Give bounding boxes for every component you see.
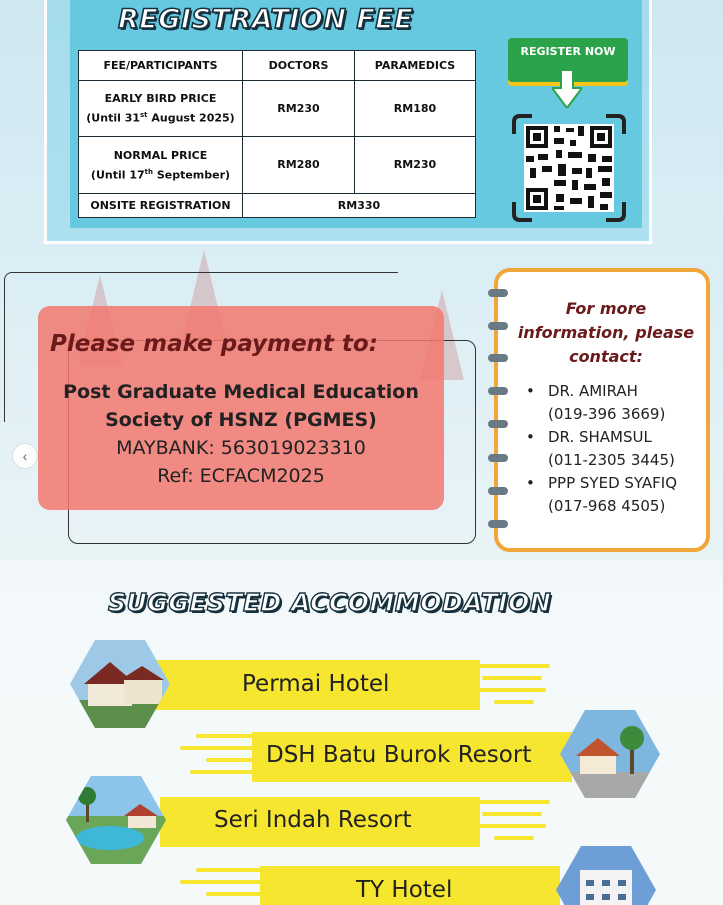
decorative-dash: [196, 734, 272, 738]
decorative-dash: [482, 812, 542, 816]
contact-list: [526, 380, 706, 518]
payment-details: [38, 378, 444, 490]
decorative-dash: [482, 676, 542, 680]
payment-recipient-line1: Post Graduate Medical Education: [63, 381, 419, 403]
decorative-dash: [470, 824, 546, 828]
decorative-dash: [180, 746, 268, 750]
decorative-dash: [494, 836, 534, 840]
hotel-name-seri-indah: Seri Indah Resort: [214, 807, 412, 833]
payment-reference: Ref: ECFACM2025: [157, 465, 325, 487]
registration-title: REGISTRATION FEE: [118, 4, 414, 35]
register-now-button[interactable]: REGISTER NOW: [508, 38, 628, 82]
fee-table: [78, 50, 476, 218]
decorative-dash: [494, 700, 534, 704]
hotel-name-permai: Permai Hotel: [242, 671, 390, 697]
normal-label: NORMAL PRICE (Until 17th September): [79, 137, 243, 193]
onsite-label: ONSITE REGISTRATION: [79, 193, 243, 217]
accommodation-title: SUGGESTED ACCOMMODATION: [108, 588, 552, 617]
early-bird-doctors: RM230: [243, 81, 355, 137]
decorative-dash: [462, 800, 550, 804]
header-fee-participants: FEE/PARTICIPANTS: [79, 51, 243, 81]
payment-recipient-line2: Society of HSNZ (PGMES): [105, 409, 377, 431]
payment-bank-account: MAYBANK: 563019023310: [116, 437, 366, 459]
notepad-ring-icon: [488, 420, 508, 428]
notepad-ring-icon: [488, 354, 508, 362]
contact-phone: (019-396 3669): [548, 405, 666, 423]
notepad-ring-icon: [488, 289, 508, 297]
notepad-ring-icon: [488, 322, 508, 330]
chevron-left-icon: ‹: [22, 448, 28, 464]
decorative-dash: [470, 688, 546, 692]
decorative-dash: [180, 880, 268, 884]
contact-name: • PPP SYED SYAFIQ: [526, 472, 706, 495]
normal-doctors: RM280: [243, 137, 355, 193]
hotel-name-dsh-batu-burok: DSH Batu Burok Resort: [266, 742, 532, 768]
table-row-normal: [79, 137, 476, 193]
decorative-dash: [206, 892, 270, 896]
notepad-ring-icon: [488, 487, 508, 495]
early-bird-paramedics: RM180: [355, 81, 476, 137]
notepad-ring-icon: [488, 454, 508, 462]
table-header-row: [79, 51, 476, 81]
header-paramedics: PARAMEDICS: [355, 51, 476, 81]
notepad-ring-icon: [488, 520, 508, 528]
table-row-onsite: [79, 193, 476, 217]
decorative-dash: [462, 664, 550, 668]
notepad-ring-icon: [488, 387, 508, 395]
arrow-down-icon: [552, 70, 582, 108]
decorative-dash: [190, 770, 270, 774]
payment-heading: Please make payment to:: [50, 331, 378, 357]
header-doctors: DOCTORS: [243, 51, 355, 81]
decorative-dash: [206, 758, 270, 762]
contact-name: • DR. SHAMSUL: [526, 426, 706, 449]
contact-title: For more information, please contact:: [517, 299, 695, 366]
qr-code-icon[interactable]: [510, 112, 628, 224]
carousel-prev-button[interactable]: [12, 443, 38, 469]
onsite-price: RM330: [243, 193, 476, 217]
early-bird-label: EARLY BIRD PRICE (Until 31st August 2025): [79, 81, 243, 137]
hotel-name-ty: TY Hotel: [356, 877, 453, 903]
decorative-dash: [196, 868, 272, 872]
contact-phone: (017-968 4505): [548, 497, 666, 515]
contact-name: • DR. AMIRAH: [526, 380, 706, 403]
normal-paramedics: RM230: [355, 137, 476, 193]
contact-phone: (011-2305 3445): [548, 451, 675, 469]
table-row-early-bird: [79, 81, 476, 137]
